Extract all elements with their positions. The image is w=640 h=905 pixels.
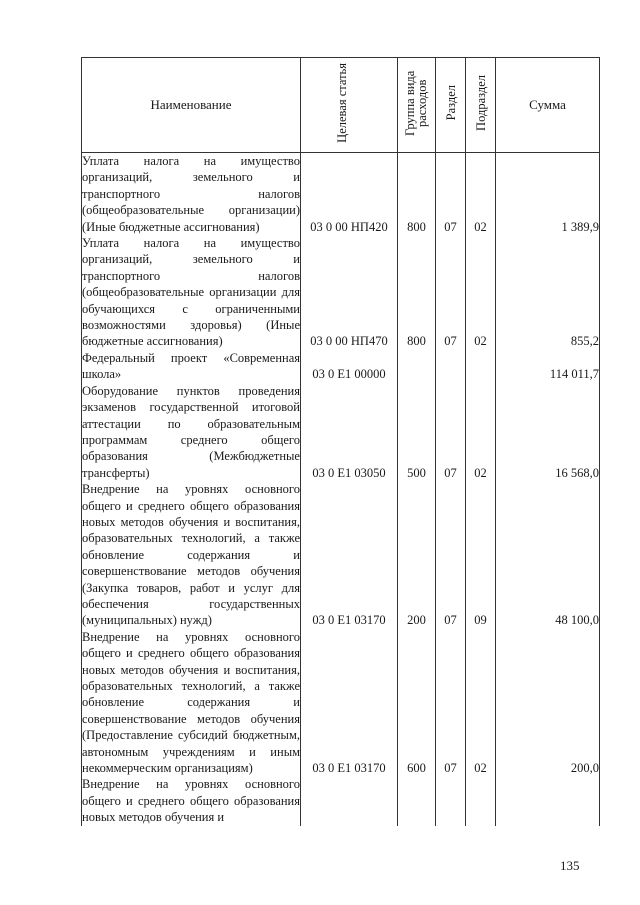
- row-name: Уплата налога на имущество организаций, земельного и транспортного налогов (общеобразовательные организации для обучающихся с ограниченными возможностями здоровья) (Иные бюджетные ассигнования): [82, 236, 300, 349]
- row-subsection: 02: [466, 383, 496, 481]
- row-name: Внедрение на уровнях основного общего и среднего общего образования новых методов обучения и воспитания, образовательных технологий, а также обновление содержания и совершенствование методов обучения (Предоставление субсидий бюджетным, автономным учреждениям и иным некоммерческим организациям): [82, 629, 300, 776]
- row-sum: 1 389,9: [496, 153, 600, 236]
- row-expense-group: [398, 350, 436, 383]
- header-section: [436, 58, 466, 153]
- row-name: Внедрение на уровнях основного общего и среднего общего образования новых методов обучения и воспитания, образовательных технологий, а также обновление содержания и совершенствование методов обучения (Закупка товаров, работ и услуг для обеспечения государственных (муниципальных) нужд): [82, 482, 300, 628]
- header-expense-group-label: Группа вида расходов: [402, 70, 429, 136]
- row-section: 07: [436, 235, 466, 350]
- row-expense-group: 500: [398, 383, 436, 481]
- row-name: Оборудование пунктов проведения экзаменов государственной итоговой аттестации по образовательным программам среднего общего образования (Межбюджетные трансферты): [82, 383, 300, 480]
- row-expense-group: 800: [398, 153, 436, 236]
- row-expense-group: 200: [398, 481, 436, 629]
- row-sum: 200,0: [496, 629, 600, 777]
- page-number: 135: [560, 858, 580, 873]
- row-section: [436, 350, 466, 383]
- row-subsection: 02: [466, 629, 496, 777]
- row-name: Уплата налога на имущество организаций, земельного и транспортного налогов (общеобразовательные организации) (Иные бюджетные ассигнования): [82, 154, 300, 234]
- row-sum: 48 100,0: [496, 481, 600, 629]
- row-section: 07: [436, 383, 466, 481]
- row-sum: 855,2: [496, 235, 600, 350]
- row-subsection: 02: [466, 153, 496, 236]
- row-target-article: 03 0 Е1 00000: [301, 350, 398, 383]
- row-sum: 16 568,0: [496, 383, 600, 481]
- row-subsection: [466, 350, 496, 383]
- row-expense-group: 600: [398, 629, 436, 777]
- row-name: Внедрение на уровнях основного общего и среднего общего образования новых методов обучения и: [82, 777, 300, 825]
- budget-table: [81, 57, 600, 826]
- header-name: Наименование: [82, 58, 301, 153]
- header-subsection-label: Подраздел: [473, 75, 488, 131]
- row-sum: [496, 776, 600, 825]
- row-subsection: 09: [466, 481, 496, 629]
- row-target-article: 03 0 Е1 03170: [301, 481, 398, 629]
- row-subsection: [466, 776, 496, 825]
- table-row: [82, 235, 600, 350]
- header-expense-group: [398, 58, 436, 153]
- header-section-label: Раздел: [443, 85, 458, 121]
- header-target-article: [301, 58, 398, 153]
- row-target-article: 03 0 00 НП420: [301, 153, 398, 236]
- table-row: [82, 629, 600, 777]
- row-section: [436, 776, 466, 825]
- table-row: [82, 481, 600, 629]
- row-sum: 114 011,7: [496, 350, 600, 383]
- table-row: [82, 350, 600, 383]
- table-row: [82, 776, 600, 825]
- row-subsection: 02: [466, 235, 496, 350]
- header-target-article-label: Целевая статья: [335, 63, 349, 143]
- row-section: 07: [436, 481, 466, 629]
- row-target-article: 03 0 Е1 03170: [301, 629, 398, 777]
- header-sum: Сумма: [496, 58, 600, 153]
- table-header-row: [82, 58, 600, 153]
- row-name: Федеральный проект «Современная школа»: [82, 350, 300, 382]
- row-target-article: 03 0 00 НП470: [301, 235, 398, 350]
- table-row: [82, 383, 600, 481]
- row-target-article: [301, 776, 398, 825]
- table-row: [82, 153, 600, 236]
- header-subsection: [466, 58, 496, 153]
- row-target-article: 03 0 Е1 03050: [301, 383, 398, 481]
- row-expense-group: 800: [398, 235, 436, 350]
- row-expense-group: [398, 776, 436, 825]
- row-section: 07: [436, 629, 466, 777]
- row-section: 07: [436, 153, 466, 236]
